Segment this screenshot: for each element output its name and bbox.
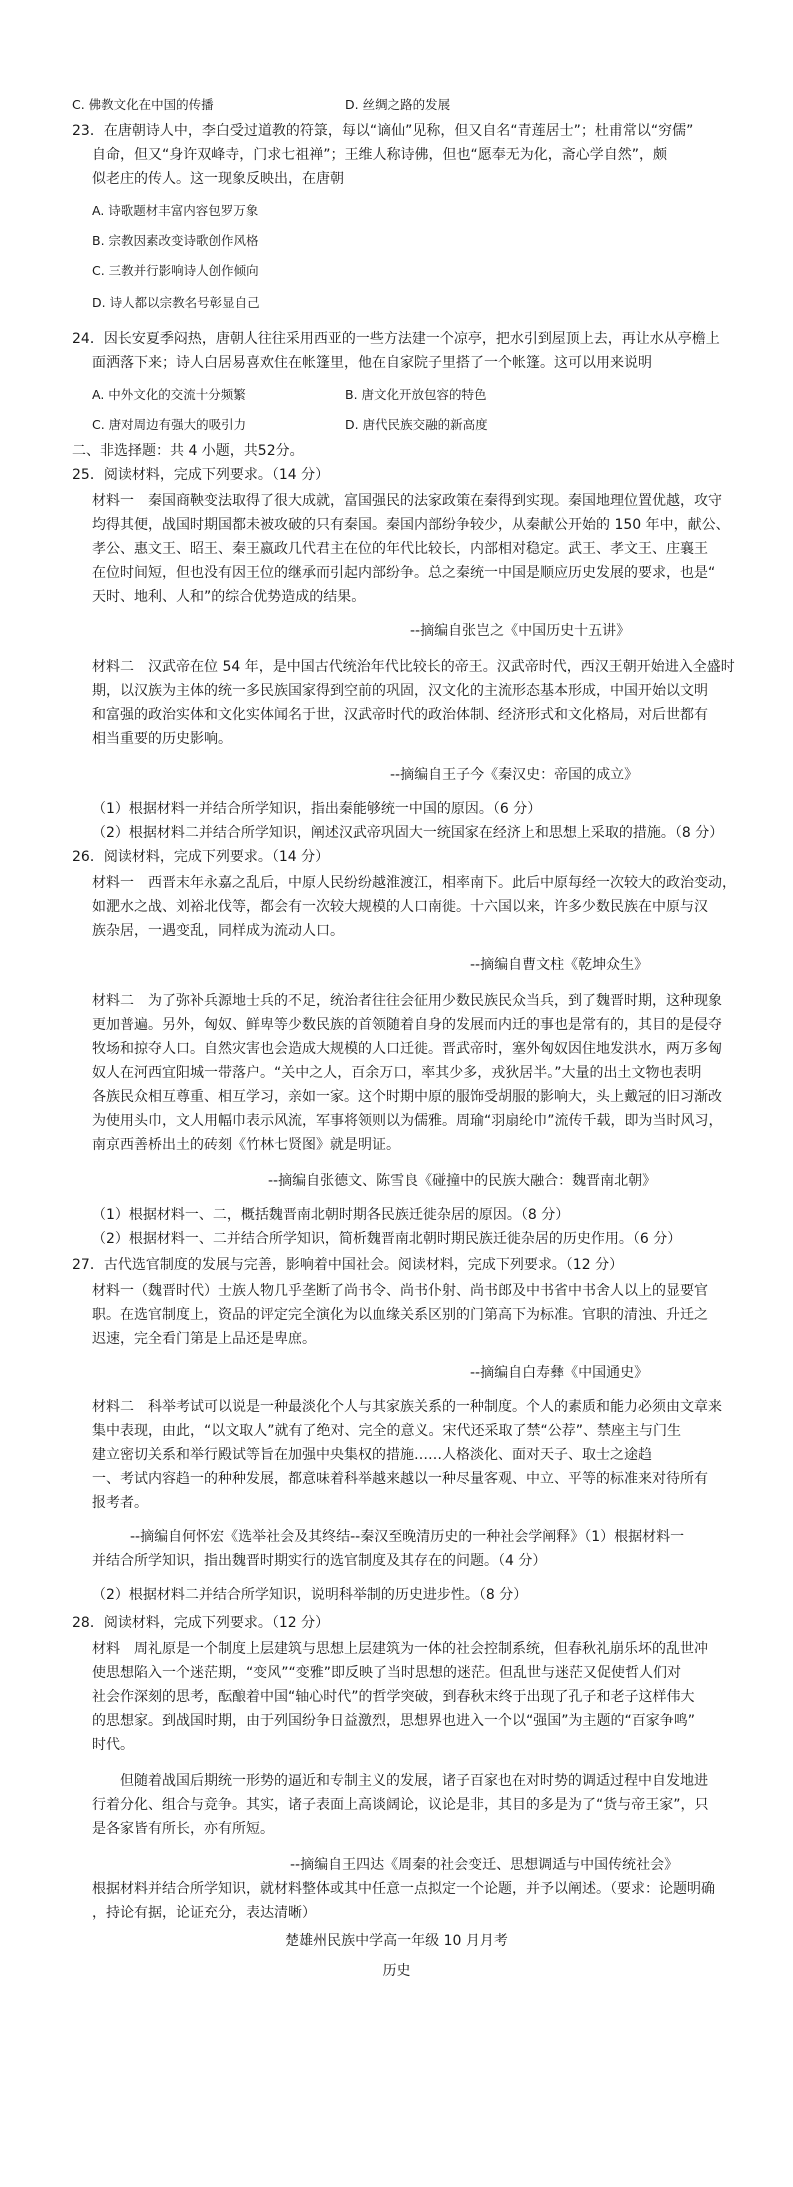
- q25-material1-line: 天时、地利、人和”的综合优势造成的结果。: [92, 589, 366, 605]
- q26-material2-source: --摘编自张德文、陈雪良《碰撞中的民族大融合：魏晋南北朝》: [268, 1173, 657, 1189]
- q25-title: 25．阅读材料，完成下列要求。（14 分）: [72, 467, 330, 483]
- q26-title: 26．阅读材料，完成下列要求。（14 分）: [72, 849, 330, 865]
- q27-requirement-1: 并结合所学知识，指出魏晋时期实行的选官制度及其存在的问题。（4 分）: [92, 1553, 547, 1569]
- footer-subject: 历史: [382, 1963, 411, 1979]
- q28-material-line: 的思想家。到战国时期，由于列国纷争日益激烈，思想界也进入一个以“强国”为主题的“百家争鸣”: [92, 1713, 696, 1729]
- q28-requirement-line: 根据材料并结合所学知识，就材料整体或其中任意一点拟定一个论题，并予以阐述。（要求：论题明确: [92, 1881, 715, 1897]
- q28-material-line: 材料 周礼原是一个制度上层建筑与思想上层建筑为一体的社会控制系统，但春秋礼崩乐坏的乱世冲: [92, 1641, 708, 1657]
- q26-material2-line: 南京西善桥出土的砖刻《竹林七贤图》就是明证。: [92, 1137, 400, 1153]
- q28-material-line: 行着分化、组合与竞争。其实，诸子表面上高谈阔论，议论是非，其目的多是为了“货与帝王家”，只: [92, 1797, 709, 1813]
- q23-stem-line: 23．在唐朝诗人中，李白受过道教的符箓，每以“谪仙”见称，但又自名“青莲居士”；杜甫常以“穷儒”: [72, 123, 694, 139]
- q27-material1-line: 迟速，完全看门第是上品还是卑庶。: [92, 1331, 316, 1347]
- q24-stem-line: 24．因长安夏季闷热，唐朝人往往采用西亚的一些方法建一个凉亭，把水引到屋顶上去，再让水从亭檐上: [72, 331, 720, 347]
- q27-material2-line: 报考者。: [92, 1495, 148, 1511]
- q27-material1-line: 材料一（魏晋时代）士族人物几乎垄断了尚书令、尚书仆射、尚书郎及中书省中书舍人以上的显要官: [92, 1283, 708, 1299]
- q22-option-d: D. 丝绸之路的发展: [345, 97, 451, 112]
- q25-material2-source: --摘编自王子今《秦汉史：帝国的成立》: [390, 767, 639, 783]
- q26-material2-line: 材料二 为了弥补兵源地士兵的不足，统治者往往会征用少数民族民众当兵，到了魏晋时期，这种现象: [92, 993, 722, 1009]
- q27-material2-source: --摘编自何怀宏《选举社会及其终结--秦汉至晚清历史的一种社会学阐释》（1）根据材料一: [130, 1529, 685, 1545]
- q26-material2-line: 为使用头巾，文人用幅巾表示风流，军事将领则以为儒雅。周瑜“羽扇纶巾”流传千载，即为当时风习，: [92, 1113, 723, 1129]
- q25-material1-source: --摘编自张岂之《中国历史十五讲》: [410, 623, 631, 639]
- q25-material2-line: 相当重要的历史影响。: [92, 731, 232, 747]
- q25-material2-line: 期，以汉族为主体的统一多民族国家得到空前的巩固，汉文化的主流形态基本形成，中国开始以文明: [92, 683, 708, 699]
- q28-material-line: 社会作深刻的思考，酝酿着中国“轴心时代”的哲学突破，到春秋末终于出现了孔子和老子这样伟大: [92, 1689, 695, 1705]
- q27-material1-source: --摘编自白寿彝《中国通史》: [470, 1365, 649, 1381]
- q24-option-a: A. 中外文化的交流十分频繁: [92, 387, 246, 402]
- q28-material-line: 时代。: [92, 1737, 134, 1753]
- q28-material-line: 使思想陷入一个迷茫期，“变风”“变雅”即反映了当时思想的迷茫。但乱世与迷茫又促使哲人们对: [92, 1665, 682, 1681]
- q28-material-source: --摘编自王四达《周秦的社会变迁、思想调适与中国传统社会》: [290, 1857, 679, 1873]
- q24-stem-line: 面洒落下来；诗人白居易喜欢住在帐篷里，他在自家院子里搭了一个帐篷。这可以用来说明: [92, 355, 652, 371]
- q26-requirement-1: （1）根据材料一、二，概括魏晋南北朝时期各民族迁徙杂居的原因。（8 分）: [92, 1207, 570, 1223]
- q28-material-line: 是各家皆有所长，亦有所短。: [92, 1821, 274, 1837]
- q23-stem-line: 似老庄的传人。这一现象反映出，在唐朝: [92, 171, 344, 187]
- q26-material1-line: 如淝水之战、刘裕北伐等，都会有一次较大规模的人口南徙。十六国以来，许多少数民族在中原与汉: [92, 899, 708, 915]
- q26-material2-line: 牧场和掠夺人口。自然灾害也会造成大规模的人口迁徙。晋武帝时，塞外匈奴因住地发洪水，两万多匈: [92, 1041, 722, 1057]
- q25-material1-line: 均得其便，战国时期国都未被攻破的只有秦国。秦国内部纷争较少，从秦献公开始的 150 年中，献公、: [92, 517, 730, 533]
- part2-heading: 二、非选择题：共 4 小题，共52分。: [72, 443, 304, 459]
- q24-option-d: D. 唐代民族交融的新高度: [345, 417, 488, 432]
- q26-material2-line: 更加普遍。另外，匈奴、鲜卑等少数民族的首领随着自身的发展而内迁的事也是常有的，其目的是侵夺: [92, 1017, 722, 1033]
- q25-requirement-1: （1）根据材料一并结合所学知识，指出秦能够统一中国的原因。（6 分）: [92, 801, 542, 817]
- q23-option-b: B. 宗教因素改变诗歌创作风格: [92, 233, 259, 248]
- q28-material-line: 但随着战国后期统一形势的逼近和专制主义的发展，诸子百家也在对时势的调适过程中自发地进: [92, 1773, 708, 1789]
- q28-requirement-line: ，持论有据，论证充分，表达清晰）: [92, 1905, 316, 1921]
- q26-material2-line: 各族民众相互尊重、相互学习，亲如一家。这个时期中原的服饰受胡服的影响大，头上戴冠的旧习渐改: [92, 1089, 722, 1105]
- q26-requirement-2: （2）根据材料一、二并结合所学知识，简析魏晋南北朝时期民族迁徙杂居的历史作用。（6 分）: [92, 1231, 682, 1247]
- q27-material1-line: 职。在选官制度上，资品的评定完全演化为以血缘关系区别的门第高下为标准。官职的清浊、升迁之: [92, 1307, 708, 1323]
- q23-option-c: C. 三教并行影响诗人创作倾向: [92, 263, 259, 278]
- q27-title: 27．古代选官制度的发展与完善，影响着中国社会。阅读材料，完成下列要求。（12 分）: [72, 1257, 624, 1273]
- q25-material2-line: 和富强的政治实体和文化实体闻名于世，汉武帝时代的政治体制、经济形式和文化格局，对后世都有: [92, 707, 708, 723]
- q26-material1-line: 族杂居，一遇变乱，同样成为流动人口。: [92, 923, 344, 939]
- q26-material1-source: --摘编自曹文柱《乾坤众生》: [470, 957, 649, 973]
- q23-option-d: D. 诗人都以宗教名号彰显自己: [92, 295, 260, 310]
- q26-material2-line: 奴人在河西宜阳城一带落户。“关中之人，百余万口，率其少多，戎狄居半。”大量的出土文物也表明: [92, 1065, 702, 1081]
- q27-material2-line: 建立密切关系和举行殿试等旨在加强中央集权的措施……人格淡化、面对天子、取士之途趋: [92, 1447, 652, 1463]
- q22-option-c: C. 佛教文化在中国的传播: [72, 97, 214, 112]
- q23-stem-line: 自命，但又“身许双峰寺，门求七祖禅”；王维人称诗佛，但也“愿奉无为化，斋心学自然”，颇: [92, 147, 668, 163]
- q26-material1-line: 材料一 西晋末年永嘉之乱后，中原人民纷纷越淮渡江，相率南下。此后中原每经一次较大的政治变动，: [92, 875, 736, 891]
- q27-requirement-2: （2）根据材料二并结合所学知识，说明科举制的历史进步性。（8 分）: [92, 1587, 528, 1603]
- q28-title: 28．阅读材料，完成下列要求。（12 分）: [72, 1615, 330, 1631]
- q24-option-b: B. 唐文化开放包容的特色: [345, 387, 487, 402]
- q23-option-a: A. 诗歌题材丰富内容包罗万象: [92, 203, 259, 218]
- q25-material1-line: 材料一 秦国商鞅变法取得了很大成就，富国强民的法家政策在秦得到实现。秦国地理位置优越，攻守: [92, 493, 722, 509]
- q25-material1-line: 在位时间短，但也没有因王位的继承而引起内部纷争。总之秦统一中国是顺应历史发展的要求，也是“: [92, 565, 716, 581]
- q25-requirement-2: （2）根据材料二并结合所学知识，阐述汉武帝巩固大一统国家在经济上和思想上采取的措施。（8 分）: [92, 825, 724, 841]
- q27-material2-line: 一、考试内容趋一的种种发展，都意味着科举越来越以一种尽量客观、中立、平等的标准来对待所有: [92, 1471, 708, 1487]
- q27-material2-line: 集中表现，由此，“以文取人”就有了绝对、完全的意义。宋代还采取了禁“公荐”、禁座主与门生: [92, 1423, 682, 1439]
- q24-option-c: C. 唐对周边有强大的吸引力: [92, 417, 247, 432]
- q27-material2-line: 材料二 科举考试可以说是一种最淡化个人与其家族关系的一种制度。个人的素质和能力必须由文章来: [92, 1399, 722, 1415]
- footer-school: 楚雄州民族中学高一年级 10 月月考: [285, 1933, 508, 1949]
- q25-material2-line: 材料二 汉武帝在位 54 年，是中国古代统治年代比较长的帝王。汉武帝时代，西汉王朝开始进入全盛时: [92, 659, 735, 675]
- q25-material1-line: 孝公、惠文王、昭王、秦王嬴政几代君主在位的年代比较长，内部相对稳定。武王、孝文王、庄襄王: [92, 541, 708, 557]
